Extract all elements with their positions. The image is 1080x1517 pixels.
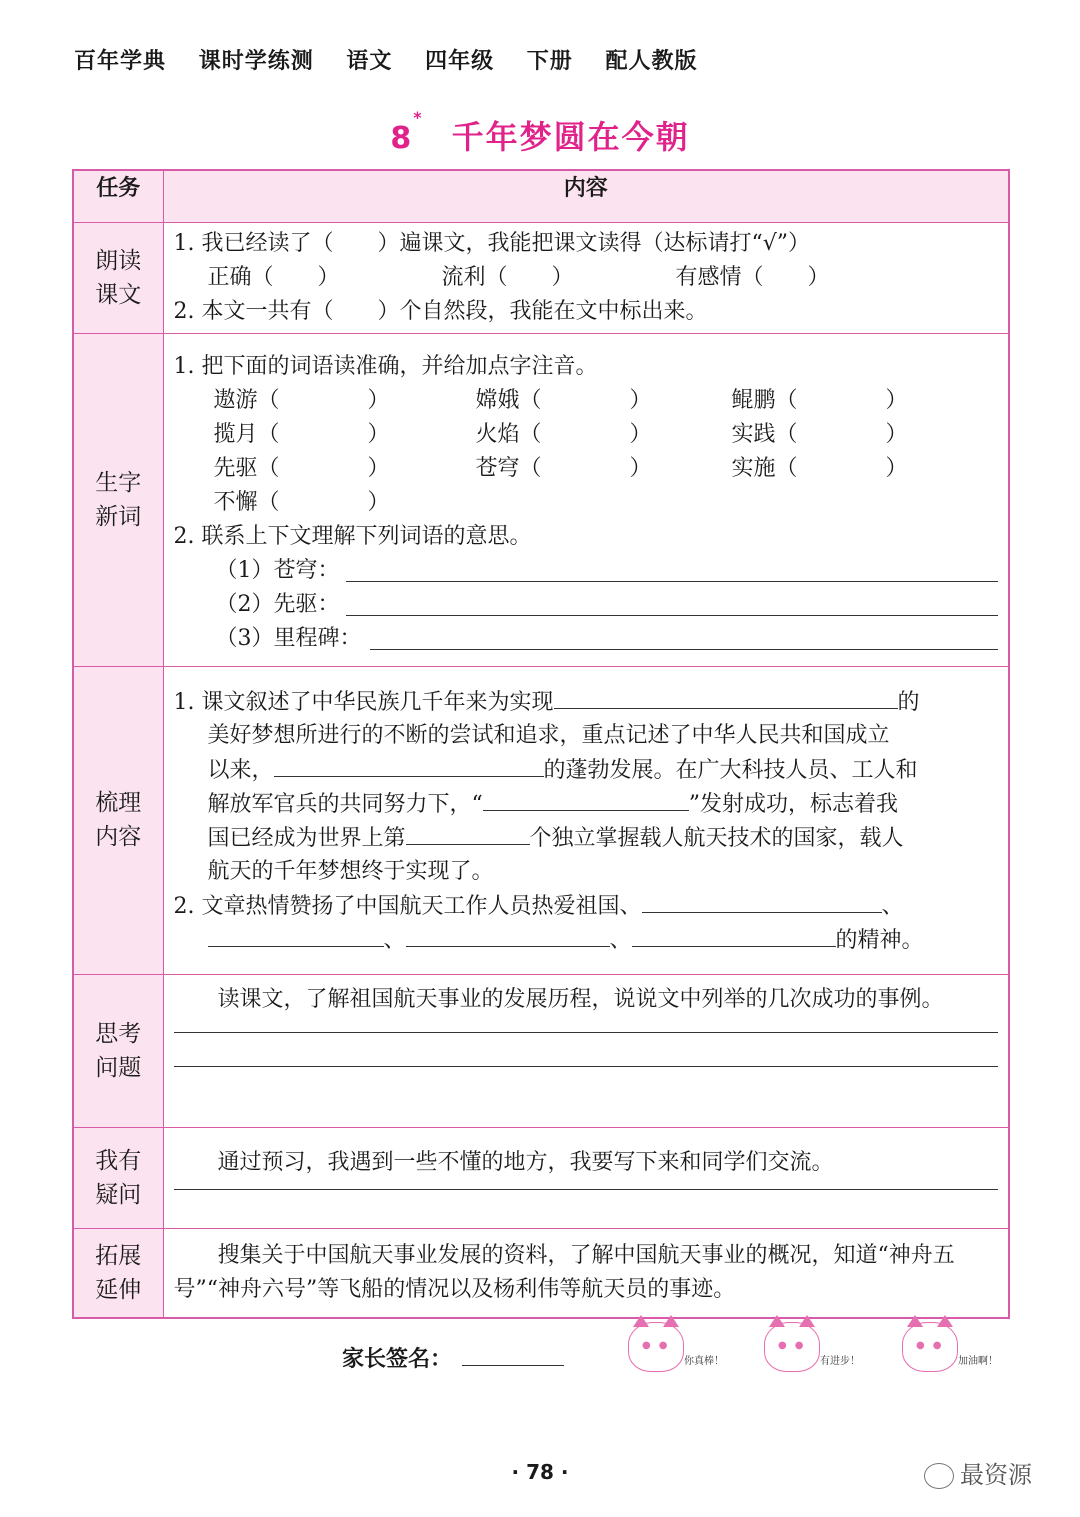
task-label-line: 疑问 (95, 1181, 142, 1208)
summary-line-1 (174, 685, 999, 719)
task-summary (73, 666, 163, 974)
answer-blank[interactable] (208, 923, 384, 947)
summary-text: 解放军官兵的共同努力下，“ (207, 791, 483, 817)
define-term: （1）苍穹： (215, 557, 340, 583)
reading-line-2 (174, 261, 999, 295)
word-item[interactable]: 实践（ ） (731, 421, 908, 447)
row-question (73, 1127, 1009, 1228)
row-reading (73, 222, 1009, 333)
watermark-text: 最资源 (960, 1461, 1032, 1489)
word-item[interactable]: 火焰（ ） (475, 421, 652, 447)
answer-line[interactable] (174, 1017, 999, 1033)
reading-line-1[interactable]: 1. 我已经读了（ ）遍课文，我能把课文读得（达标请打“√”） (173, 230, 810, 256)
content-question (163, 1127, 1009, 1228)
check-emotion[interactable]: 有感情（ ） (675, 264, 830, 290)
parent-signature (342, 1342, 564, 1373)
task-label-line: 我有 (95, 1147, 142, 1174)
lesson-number: 8 (390, 121, 414, 156)
answer-blank[interactable] (642, 889, 882, 913)
content-extend (163, 1228, 1009, 1318)
define-term: （2）先驱： (215, 591, 340, 617)
task-label-line: 延伸 (95, 1276, 142, 1303)
summary-text: 2. 文章热情赞扬了中国航天工作人员热爱祖国、 (173, 893, 642, 919)
task-label-line: 思考 (95, 1020, 142, 1047)
task-label-line: 拓展 (95, 1242, 142, 1269)
header-book: 课时学练测 (198, 49, 314, 74)
reading-line-3[interactable]: 2. 本文一共有（ ）个自然段，我能在文中标出来。 (173, 298, 708, 324)
lesson-mark: * (413, 108, 424, 127)
words-q2: 2. 联系上下文理解下列词语的意思。 (173, 523, 532, 549)
book-header (74, 44, 721, 75)
task-label-line: 新词 (95, 503, 142, 530)
task-label-line: 梳理 (95, 790, 142, 816)
header-content: 内容 (163, 170, 1009, 222)
lesson-title (0, 108, 1080, 158)
summary-line-6: 航天的千年梦想终于实现了。 (207, 858, 494, 884)
answer-blank[interactable] (554, 685, 898, 709)
watermark (924, 1455, 1032, 1490)
answer-line[interactable] (174, 1033, 999, 1067)
header-task: 任务 (73, 170, 163, 222)
content-words (163, 333, 1009, 666)
pinyin-grid (174, 384, 999, 520)
content-summary (163, 666, 1009, 974)
row-extend (73, 1228, 1009, 1318)
question-prompt: 通过预习，我遇到一些不懂的地方，我要写下来和同学们交流。 (217, 1149, 834, 1175)
sticker-great[interactable] (624, 1320, 734, 1376)
content-reading (163, 222, 1009, 333)
task-think (73, 974, 163, 1127)
header-grade: 四年级 (425, 49, 495, 74)
sticker-label: 你真棒！ (684, 1356, 724, 1367)
word-item[interactable]: 揽月（ ） (213, 421, 390, 447)
define-term: （3）里程碑： (215, 625, 362, 651)
summary-text: 的精神。 (835, 927, 924, 953)
task-words (73, 333, 163, 666)
think-prompt: 读课文，了解祖国航天事业的发展历程，说说文中列举的几次成功的事例。 (217, 986, 944, 1012)
answer-blank[interactable] (274, 753, 544, 777)
answer-line[interactable] (346, 581, 999, 582)
header-volume: 下册 (526, 49, 573, 74)
cat-eyes-icon: ●● (916, 1340, 950, 1351)
lesson-title-text: 千年梦圆在今朝 (451, 118, 690, 156)
signature-label: 家长签名： (342, 1347, 453, 1372)
task-label-line: 问题 (95, 1054, 142, 1081)
word-item[interactable]: 苍穹（ ） (475, 455, 652, 481)
task-label-line: 朗读 (95, 247, 142, 274)
summary-text: 、 (881, 893, 904, 919)
summary-text: 、 (383, 927, 406, 953)
summary-text: 、 (609, 927, 632, 953)
words-q1: 1. 把下面的词语读准确，并给加点字注音。 (173, 353, 598, 379)
answer-blank[interactable] (632, 923, 836, 947)
row-think (73, 974, 1009, 1127)
define-line-1 (174, 554, 999, 588)
summary-line-8 (174, 923, 999, 957)
word-item[interactable]: 实施（ ） (731, 455, 908, 481)
sticker-label: 加油啊！ (958, 1356, 998, 1367)
table-header-row (73, 170, 1009, 222)
answer-line[interactable] (346, 615, 999, 616)
define-line-3 (174, 622, 999, 656)
extend-prompt: 搜集关于中国航天事业发展的资料，了解中国航天事业的概况，知道“神舟五号”“神舟六号”等飞船的情况以及杨利伟等航天员的事迹。 (173, 1242, 955, 1302)
word-item[interactable]: 先驱（ ） (213, 455, 390, 481)
summary-line-4 (174, 787, 999, 821)
summary-text: 个独立掌握载人航天技术的国家，载人 (529, 825, 904, 851)
wechat-icon (924, 1463, 954, 1489)
content-think (163, 974, 1009, 1127)
signature-field[interactable] (462, 1342, 564, 1366)
answer-line[interactable] (174, 1180, 999, 1190)
summary-line-7 (174, 889, 999, 923)
check-fluent[interactable]: 流利（ ） (441, 264, 574, 290)
summary-line-2: 美好梦想所进行的不断的尝试和追求，重点记述了中华人民共和国成立 (207, 722, 890, 748)
sticker-label: 有进步！ (820, 1356, 860, 1367)
row-words (73, 333, 1009, 666)
answer-blank[interactable] (406, 821, 530, 845)
header-series: 百年学典 (74, 49, 167, 74)
word-item[interactable]: 鲲鹏（ ） (731, 387, 908, 413)
header-edition: 配人教版 (605, 49, 698, 74)
summary-text: 国已经成为世界上第 (207, 825, 406, 851)
summary-text: ”发射成功，标志着我 (688, 791, 898, 817)
header-subject: 语文 (346, 49, 393, 74)
summary-text: 1. 课文叙述了中华民族几千年来为实现 (173, 689, 554, 715)
task-label-line: 生字 (95, 469, 142, 496)
row-summary (73, 666, 1009, 974)
check-correct[interactable]: 正确（ ） (207, 264, 340, 290)
summary-line-3 (174, 753, 999, 787)
cat-eyes-icon: ●● (778, 1340, 812, 1351)
task-label-line: 课文 (95, 281, 142, 308)
sticker-cheer[interactable] (898, 1320, 1008, 1376)
word-item[interactable]: 嫦娥（ ） (475, 387, 652, 413)
sticker-progress[interactable] (760, 1320, 870, 1376)
cat-eyes-icon: ●● (642, 1340, 676, 1351)
summary-line-5 (174, 821, 999, 855)
answer-blank[interactable] (483, 787, 689, 811)
summary-text: 的 (897, 689, 920, 715)
answer-line[interactable] (370, 649, 999, 650)
word-item[interactable]: 不懈（ ） (213, 489, 390, 515)
summary-text: 以来， (207, 757, 274, 783)
answer-blank[interactable] (406, 923, 610, 947)
word-item[interactable]: 遨游（ ） (213, 387, 390, 413)
summary-text: 的蓬勃发展。在广大科技人员、工人和 (543, 757, 918, 783)
task-question (73, 1127, 163, 1228)
task-reading (73, 222, 163, 333)
task-table (72, 169, 1010, 1319)
task-extend (73, 1228, 163, 1318)
define-line-2 (174, 588, 999, 622)
page-number: · 78 · (511, 1460, 569, 1484)
task-label-line: 内容 (95, 824, 142, 850)
